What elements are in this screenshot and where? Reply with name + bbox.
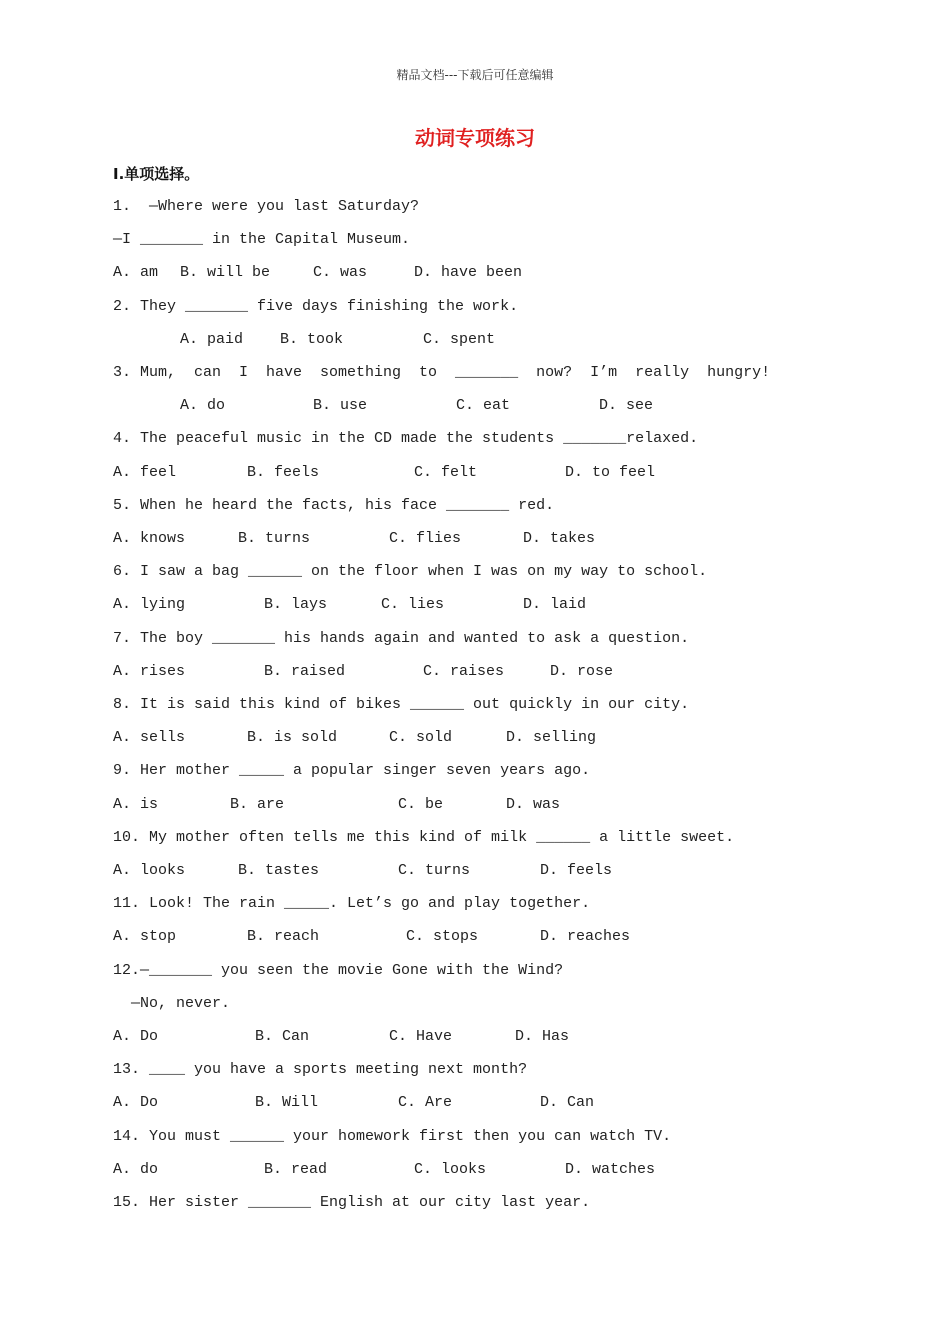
- question-text: 8. It is said this kind of bikes ______ out quickly in our city.: [113, 696, 690, 713]
- answer-option: B. Can: [255, 1028, 310, 1045]
- question-text: 3. Mum, can I have something to _______ now? I’m really hungry!: [113, 364, 771, 381]
- answer-option: D. to feel: [565, 463, 656, 481]
- answer-option: D. takes: [523, 530, 596, 547]
- question-text: 15. Her sister _______ English at our city last year.: [113, 1194, 591, 1211]
- question-text: 6. I saw a bag ______ on the floor when I was on my way to school.: [113, 563, 708, 581]
- answer-option: A. Do: [113, 1028, 159, 1045]
- question-text: 14. You must ______ your homework first then you can watch TV.: [113, 1127, 672, 1145]
- answer-option: A. am: [113, 264, 159, 282]
- answer-option: A. knows: [113, 530, 186, 547]
- answer-option: D. watches: [565, 1160, 656, 1178]
- answer-option: D. see: [599, 397, 654, 415]
- question-text: —I _______ in the Capital Museum.: [113, 231, 411, 249]
- answer-option: D. Can: [540, 1094, 595, 1112]
- answer-option: B. is sold: [247, 729, 338, 747]
- answer-option: C. sold: [389, 729, 453, 747]
- answer-option: A. Do: [113, 1094, 159, 1112]
- question-text: 4. The peaceful music in the CD made the students _______relaxed.: [113, 430, 699, 448]
- answer-option: A. paid: [180, 330, 244, 348]
- answer-option: D. rose: [550, 662, 614, 680]
- answer-option: A. do: [113, 1160, 159, 1178]
- answer-option: A. do: [180, 397, 226, 415]
- question-text: 13. ____ you have a sports meeting next month?: [113, 1061, 528, 1079]
- section-heading: I.单项选择。: [113, 165, 200, 183]
- answer-option: D. feels: [540, 862, 613, 879]
- question-text: 10. My mother often tells me this kind of milk ______ a little sweet.: [113, 828, 735, 846]
- answer-option: B. reach: [247, 928, 320, 946]
- answer-option: A. rises: [113, 662, 186, 680]
- answer-option: C. lies: [381, 596, 445, 614]
- page-header: 精品文档---下载后可任意编辑: [396, 68, 554, 82]
- answer-option: C. turns: [398, 862, 471, 879]
- answer-option: B. feels: [247, 463, 320, 481]
- answer-option: B. use: [313, 397, 368, 415]
- question-text: 5. When he heard the facts, his face _______ red.: [113, 496, 555, 514]
- answer-option: D. laid: [523, 596, 587, 614]
- answer-option: D. have been: [414, 264, 523, 282]
- answer-option: A. looks: [113, 862, 186, 879]
- answer-option: A. feel: [113, 463, 177, 481]
- answer-option: A. lying: [113, 596, 186, 614]
- answer-option: B. took: [280, 330, 344, 348]
- answer-option: C. looks: [414, 1160, 487, 1178]
- question-text: —No, never.: [113, 994, 231, 1012]
- answer-option: B. tastes: [238, 862, 320, 879]
- answer-option: C. be: [398, 795, 444, 813]
- answer-option: C. stops: [406, 928, 479, 946]
- answer-option: C. raises: [423, 662, 505, 680]
- answer-option: B. lays: [264, 596, 328, 614]
- answer-option: A. stop: [113, 928, 177, 946]
- answer-option: C. spent: [423, 330, 496, 348]
- question-text: 1. —Where were you last Saturday?: [113, 198, 420, 215]
- answer-option: B. Will: [255, 1094, 319, 1112]
- document-title: 动词专项练习: [415, 126, 535, 150]
- answer-option: C. Have: [389, 1028, 453, 1045]
- answer-option: A. is: [113, 795, 159, 813]
- answer-option: D. reaches: [540, 928, 631, 946]
- question-text: 9. Her mother _____ a popular singer seven years ago.: [113, 762, 591, 780]
- answer-option: A. sells: [113, 729, 186, 747]
- answer-option: C. was: [313, 264, 368, 282]
- answer-option: B. will be: [180, 264, 271, 282]
- answer-option: B. are: [230, 795, 285, 813]
- answer-option: D. Has: [515, 1028, 570, 1045]
- answer-option: B. read: [264, 1160, 328, 1178]
- answer-option: D. selling: [506, 729, 597, 747]
- answer-option: C. Are: [398, 1094, 453, 1112]
- question-text: 11. Look! The rain _____. Let’s go and play together.: [113, 895, 591, 913]
- question-text: 7. The boy _______ his hands again and wanted to ask a question.: [113, 629, 690, 647]
- answer-option: D. was: [506, 795, 561, 813]
- answer-option: C. eat: [456, 397, 511, 415]
- answer-option: B. turns: [238, 530, 311, 547]
- answer-option: B. raised: [264, 662, 346, 680]
- answer-option: C. flies: [389, 530, 462, 547]
- answer-option: C. felt: [414, 463, 478, 481]
- question-text: 12.—_______ you seen the movie Gone with the Wind?: [113, 961, 564, 979]
- question-text: 2. They _______ five days finishing the work.: [113, 297, 519, 315]
